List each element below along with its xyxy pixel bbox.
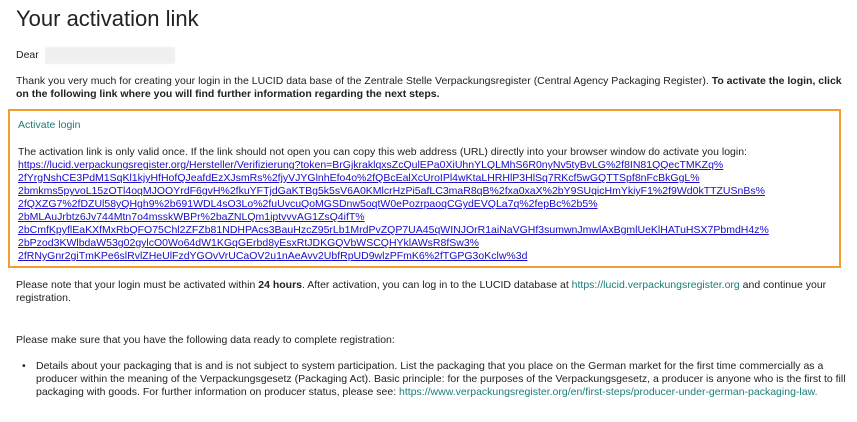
intro-bold-text: To activate the login, click on the following link where you will find further information regarding the next steps.: [16, 75, 842, 100]
activation-url-line[interactable]: 2fRNyGnr2giTmKPe6slRvlZHeUlFzdYGOvVrUCaOV2u1nAeAvv2UbfRpUD9wlzPFmK6%2fTGPG3oKclw%3d: [18, 250, 528, 262]
intro-paragraph: [16, 75, 846, 101]
greeting-label: Dear: [16, 49, 39, 61]
activation-url-line[interactable]: https://lucid.verpackungsregister.org/Hersteller/Verifizierung?token=BrGjkraklqxsZcQulEPa0XiUhnYLQLMhS6R0nyNv5tyBvLG%2f8IN81QQecTMKZq%: [18, 159, 724, 171]
activate-login-heading: Activate login: [18, 119, 81, 131]
activation-link[interactable]: [18, 159, 840, 263]
intro-text: Thank you very much for creating your login in the LUCID data base of the Zentrale Stelle Verpackungsregister (Central Agency Packaging Register).: [16, 75, 709, 87]
activation-url-line[interactable]: 2bCmfKpyflEaKXfMxRbQFO75Chl2ZFZb81NDHPAcs3BauHzcZ95rLb1MrdPvZQP7UA45qWINJOrR1aiNaVGHf3sumwnJmwlAxBgmlUeKlHATuHSX7PbmdH4z%: [18, 224, 769, 236]
activation-url-line[interactable]: 2bPzod3KWlbdaW53g02gylcO0Wo64dW1KGqGErbd8yEsxRtJDKGQVbWSCQHYklAWsR8fSw3%: [18, 237, 480, 249]
note-text-middle: . After activation, you can log in to the LUCID database at: [302, 279, 572, 291]
lucid-database-link[interactable]: https://lucid.verpackungsregister.org: [571, 279, 740, 291]
page-title: Your activation link: [16, 6, 199, 31]
producer-status-link[interactable]: https://www.verpackungsregister.org/en/first-steps/producer-under-german-packaging-law.: [399, 386, 818, 398]
note-text-after: and continue your registration.: [16, 279, 827, 304]
activation-url-line[interactable]: 2fYrgNshCE3PdM1SqKl1kjyHfHofQJeafdEzXJsmRs%2fjyVJYGlnhEfo4o%2fQBcEalXcUroIPl4wKtaLHRHlP3HlSq7RKcf5wGQTTSpf8nFcBkGgL%: [18, 172, 700, 184]
activation-url-block: [18, 159, 840, 263]
activation-validity-text: The activation link is only valid once. If the link should not open you can copy this web address (URL) directly into your browser window do activate you login:: [18, 146, 747, 158]
note-deadline: 24 hours: [258, 279, 302, 291]
activation-box: [8, 109, 841, 268]
activation-deadline-note: [16, 279, 846, 305]
activation-url-line[interactable]: 2bmkms5pyvoL15zOTl4oqMJOOYrdF6gvH%2fkuYFTjdGaKTBg5k5sV6A0KMlcrHzPi5afLC3maR8qB%2fxa0xaX%2bY9SUqicHmYkiyF1%2f9Wd0kTTZUSnBs%: [18, 185, 765, 197]
prepare-data-text: Please make sure that you have the following data ready to complete registration:: [16, 334, 395, 346]
bullet-icon: •: [22, 360, 26, 372]
note-text-before: Please note that your login must be activated within: [16, 279, 259, 291]
greeting: [16, 47, 175, 64]
activation-url-line[interactable]: 2fQXZG7%2fDZUl58yQHgh9%2b691WDL4sO3Lo%2fuUvcuQoMGSDnw5oqtW0ePozrpaoqCGydEVQLa7q%2fepBc%2b5%: [18, 198, 598, 210]
requirement-text: Details about your packaging that is and is not subject to system participation. List the packaging that you place on the German market for the first time commercially as a producer within the meaning of the Verpackungsgesetz (Packaging Act). Basic principle: for the purposes of the Verpackungsgesetz, a producer is anyone who is the first to fill packaging with goods. For further information on producer status, please see:: [36, 360, 846, 398]
list-item: [16, 360, 846, 399]
requirements-list: [16, 360, 846, 399]
activation-url-line[interactable]: 2bMLAuJrbtz6Jv744Mtn7o4msskWBPr%2baZNLQm1iptvvvAG1ZsQ4ifT%: [18, 211, 365, 223]
redacted-recipient-name: [45, 47, 175, 64]
